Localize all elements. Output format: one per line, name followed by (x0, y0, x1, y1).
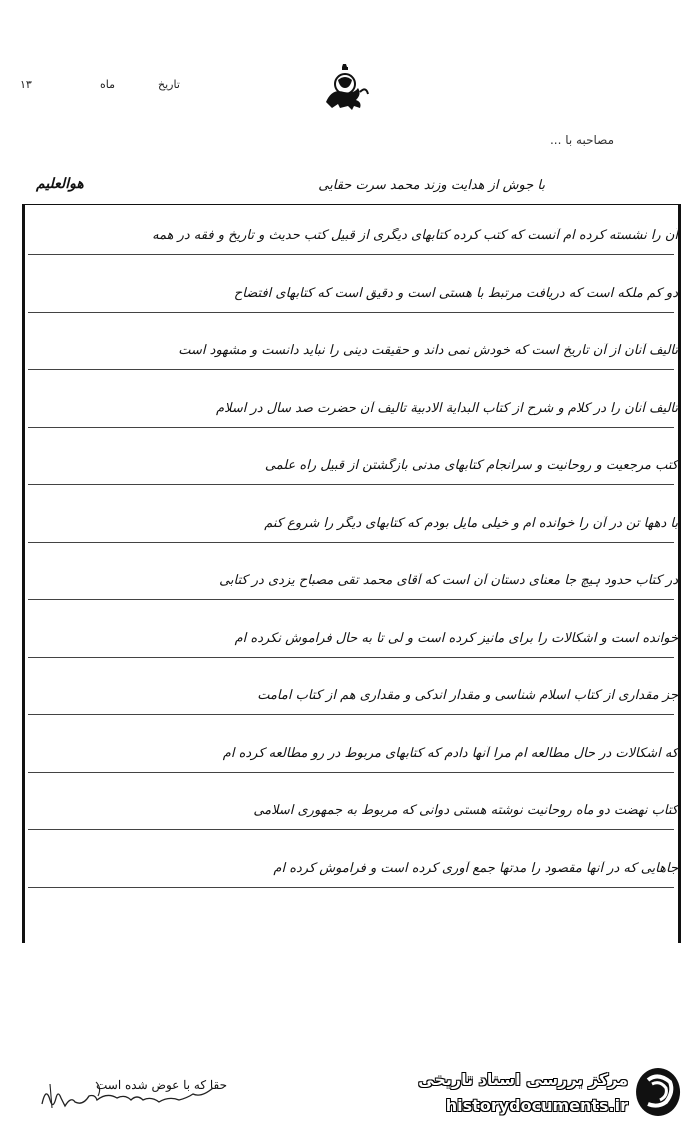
signature (36, 1074, 256, 1114)
body-line: آن را نشسته کرده ام آنست که کتب کرده کتابهای دیگری از قبیل کتب حدیث و تاریخ و فقه در همه (152, 228, 678, 243)
body-line: کتب مرجعیت و روحانیت و سرانجام کتابهای مدنی بازگشتن از قبیل راه علمی (264, 458, 678, 473)
ruled-line (28, 484, 674, 485)
body-line: که اشکالات در حال مطالعه ام مرا آنها دادم که کتابهای مربوط در رو مطالعه کرده ام (222, 745, 678, 761)
ruled-line (28, 254, 674, 255)
ruled-line (28, 829, 674, 830)
ruled-line (28, 542, 674, 543)
body-line: تالیف آنان را در کلام و شرح از کتاب البدایة الادبیة تالیف آن حضرت صد سال در اسلام (216, 400, 678, 416)
watermark-url: historydocuments.ir (445, 1096, 628, 1115)
ruled-line (28, 599, 674, 600)
ruled-line (28, 887, 674, 888)
letterhead (0, 62, 700, 112)
ruled-line (28, 714, 674, 715)
ruled-line (28, 369, 674, 370)
ruled-line (28, 427, 674, 428)
archive-logo-icon (634, 1066, 682, 1118)
body-line: دو کم ملکه است که دریافت مرتبط با هستی است و دقیق است که کتابهای افتضاح (233, 285, 678, 301)
subject-tag: هوالعلیم (36, 176, 84, 192)
ruled-line (28, 772, 674, 773)
ruled-line (28, 312, 674, 313)
interview-label: مصاحبه با ... (549, 133, 614, 147)
source-watermark (386, 1064, 686, 1124)
year-prefix: ۱۳ (20, 78, 32, 91)
ruled-line (28, 657, 674, 658)
body-line: خوانده است و اشکالات را برای مانیز کرده است و لی تا به حال فراموش نکرده ام (234, 630, 678, 646)
signature-text: حقا که با عوض شده است (96, 1078, 228, 1092)
lion-and-sun-emblem-icon (316, 62, 374, 114)
subject-text: با جوش از هدایت وزند محمد سرت حقایی (318, 178, 545, 193)
body-line: جز مقداری از کتاب اسلام شناسی و مقدار اندکی و مقداری هم از کتاب امامت (257, 688, 678, 703)
body-line: تالیف آنان از آن تاریخ است که خودش نمی داند و حقیقت دینی را نباید دانست و مشهود است (178, 343, 678, 358)
body-line: کتاب نهضت دو ماه روحانیت نوشته هستی دوانی که مربوط به جمهوری اسلامی (253, 803, 678, 818)
month-label: ماه (100, 78, 116, 91)
date-label: تاریخ (158, 78, 180, 91)
subject-line (0, 174, 700, 202)
body-line: با دهها تن در آن را خوانده ام و خیلی مایل بودم که کتابهای دیگر را شروع کنم (264, 515, 678, 531)
watermark-title: مرکز بررسی اسناد تاریخی (418, 1070, 628, 1089)
body-line: در کتاب حدود ہیچ جا معنای دستان آن است که آقای محمد تقی مصباح یزدی در کتابی (219, 573, 678, 588)
body-line: جاهایی که در آنها مقصود را مدتها جمع آوری کرده است و فراموش کرده ام (273, 860, 678, 876)
